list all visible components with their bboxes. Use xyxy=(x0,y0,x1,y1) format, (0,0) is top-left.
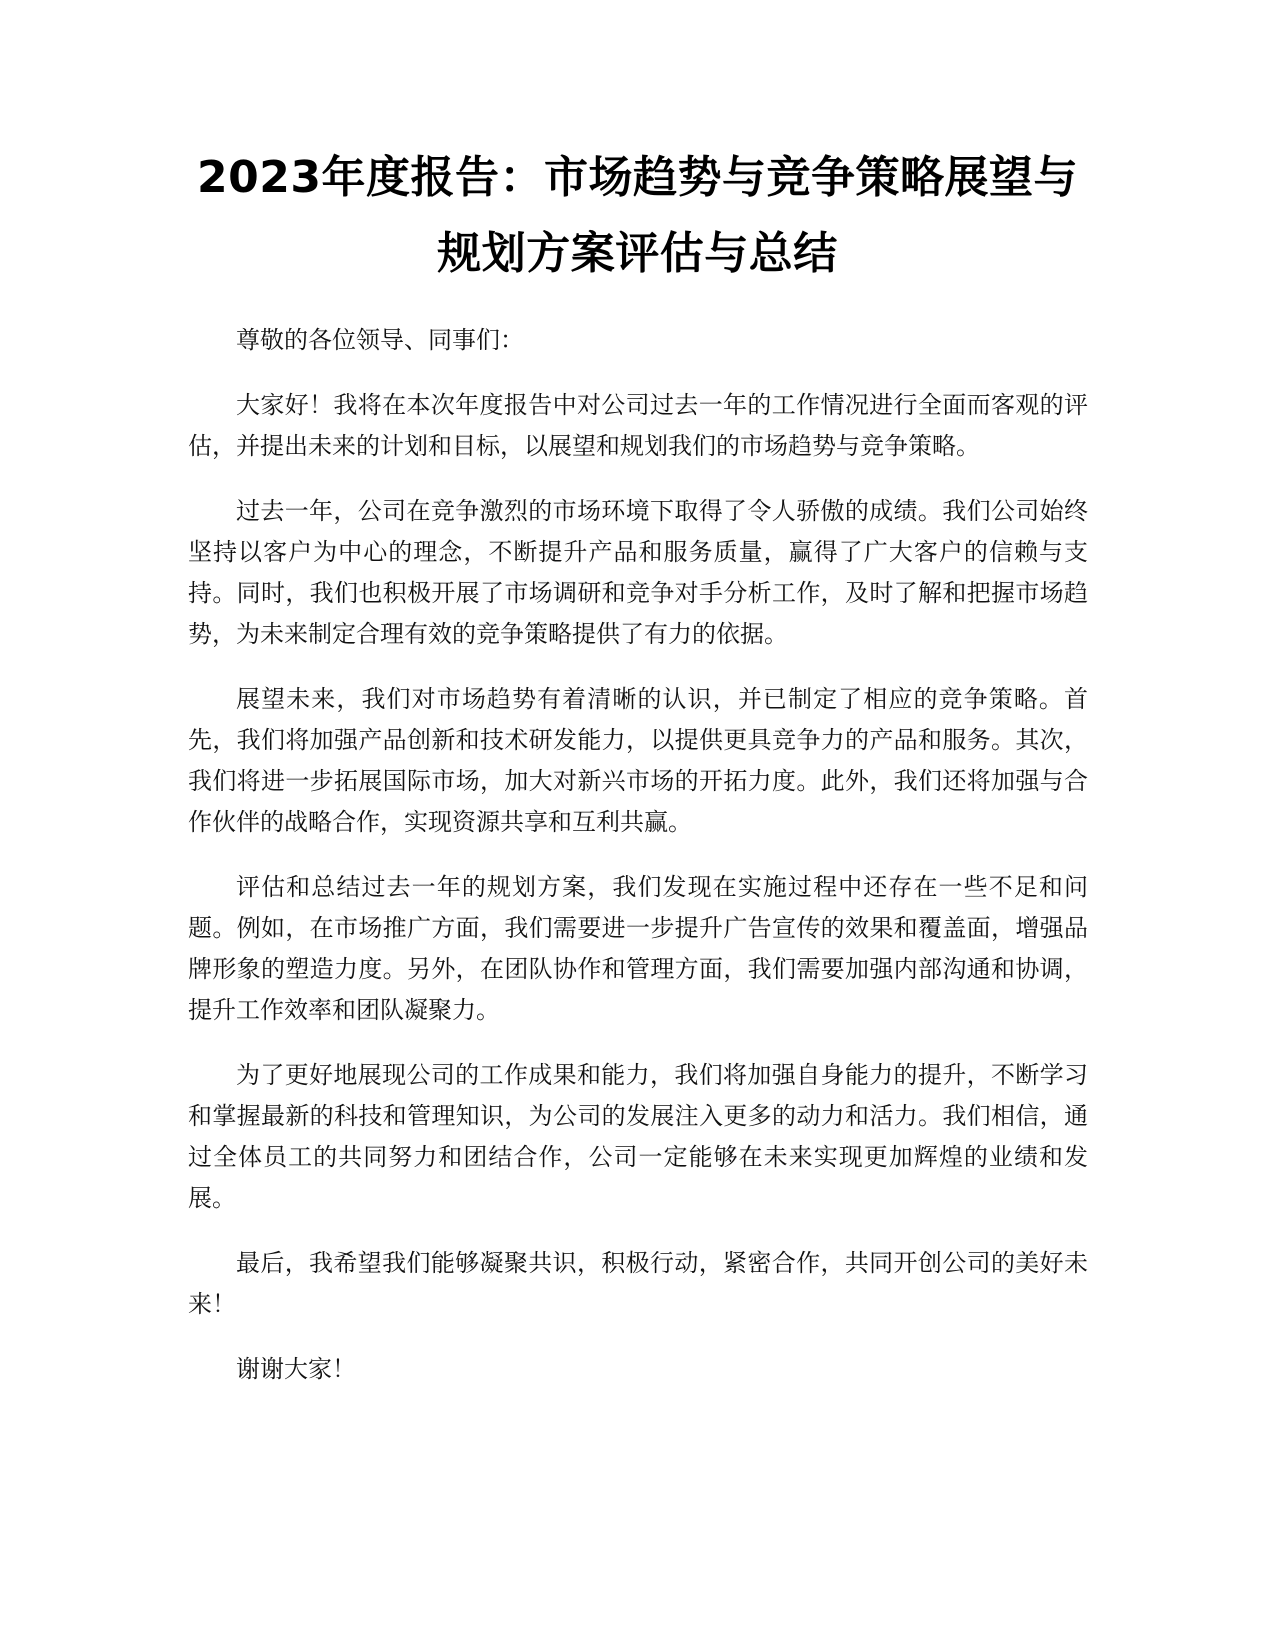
title-line-2: 规划方案评估与总结 xyxy=(437,228,838,279)
salutation-paragraph: 尊敬的各位领导、同事们： xyxy=(236,326,524,354)
past-year-paragraph: 过去一年，公司在竞争激烈的市场环境下取得了令人骄傲的成绩。我们公司始终坚持以客户为中心的理念，不断提升产品和服务质量，赢得了广大客户的信赖与支持。同时，我们也积极开展了市场调研和竞争对手分析工作，及时了解和把握市场趋势，为未来制定合理有效的竞争策略提供了有力的依据。 xyxy=(188,497,1088,648)
page-title xyxy=(160,140,1115,292)
improvement-paragraph: 为了更好地展现公司的工作成果和能力，我们将加强自身能力的提升，不断学习和掌握最新的科技和管理知识，为公司的发展注入更多的动力和活力。我们相信，通过全体员工的共同努力和团结合作，公司一定能够在未来实现更加辉煌的业绩和发展。 xyxy=(188,1061,1088,1212)
intro-paragraph: 大家好！我将在本次年度报告中对公司过去一年的工作情况进行全面而客观的评估，并提出未来的计划和目标，以展望和规划我们的市场趋势与竞争策略。 xyxy=(188,391,1088,460)
document-body xyxy=(188,320,1088,1414)
thanks-paragraph: 谢谢大家！ xyxy=(236,1355,356,1383)
closing-paragraph: 最后，我希望我们能够凝聚共识，积极行动，紧密合作，共同开创公司的美好未来！ xyxy=(188,1249,1088,1318)
outlook-paragraph: 展望未来，我们对市场趋势有着清晰的认识，并已制定了相应的竞争策略。首先，我们将加强产品创新和技术研发能力，以提供更具竞争力的产品和服务。其次，我们将进一步拓展国际市场，加大对新兴市场的开拓力度。此外，我们还将加强与合作伙伴的战略合作，实现资源共享和互利共赢。 xyxy=(188,685,1088,836)
title-line-1: 2023年度报告：市场趋势与竞争策略展望与 xyxy=(197,152,1078,203)
evaluation-paragraph: 评估和总结过去一年的规划方案，我们发现在实施过程中还存在一些不足和问题。例如，在市场推广方面，我们需要进一步提升广告宣传的效果和覆盖面，增强品牌形象的塑造力度。另外，在团队协作和管理方面，我们需要加强内部沟通和协调，提升工作效率和团队凝聚力。 xyxy=(188,873,1088,1024)
